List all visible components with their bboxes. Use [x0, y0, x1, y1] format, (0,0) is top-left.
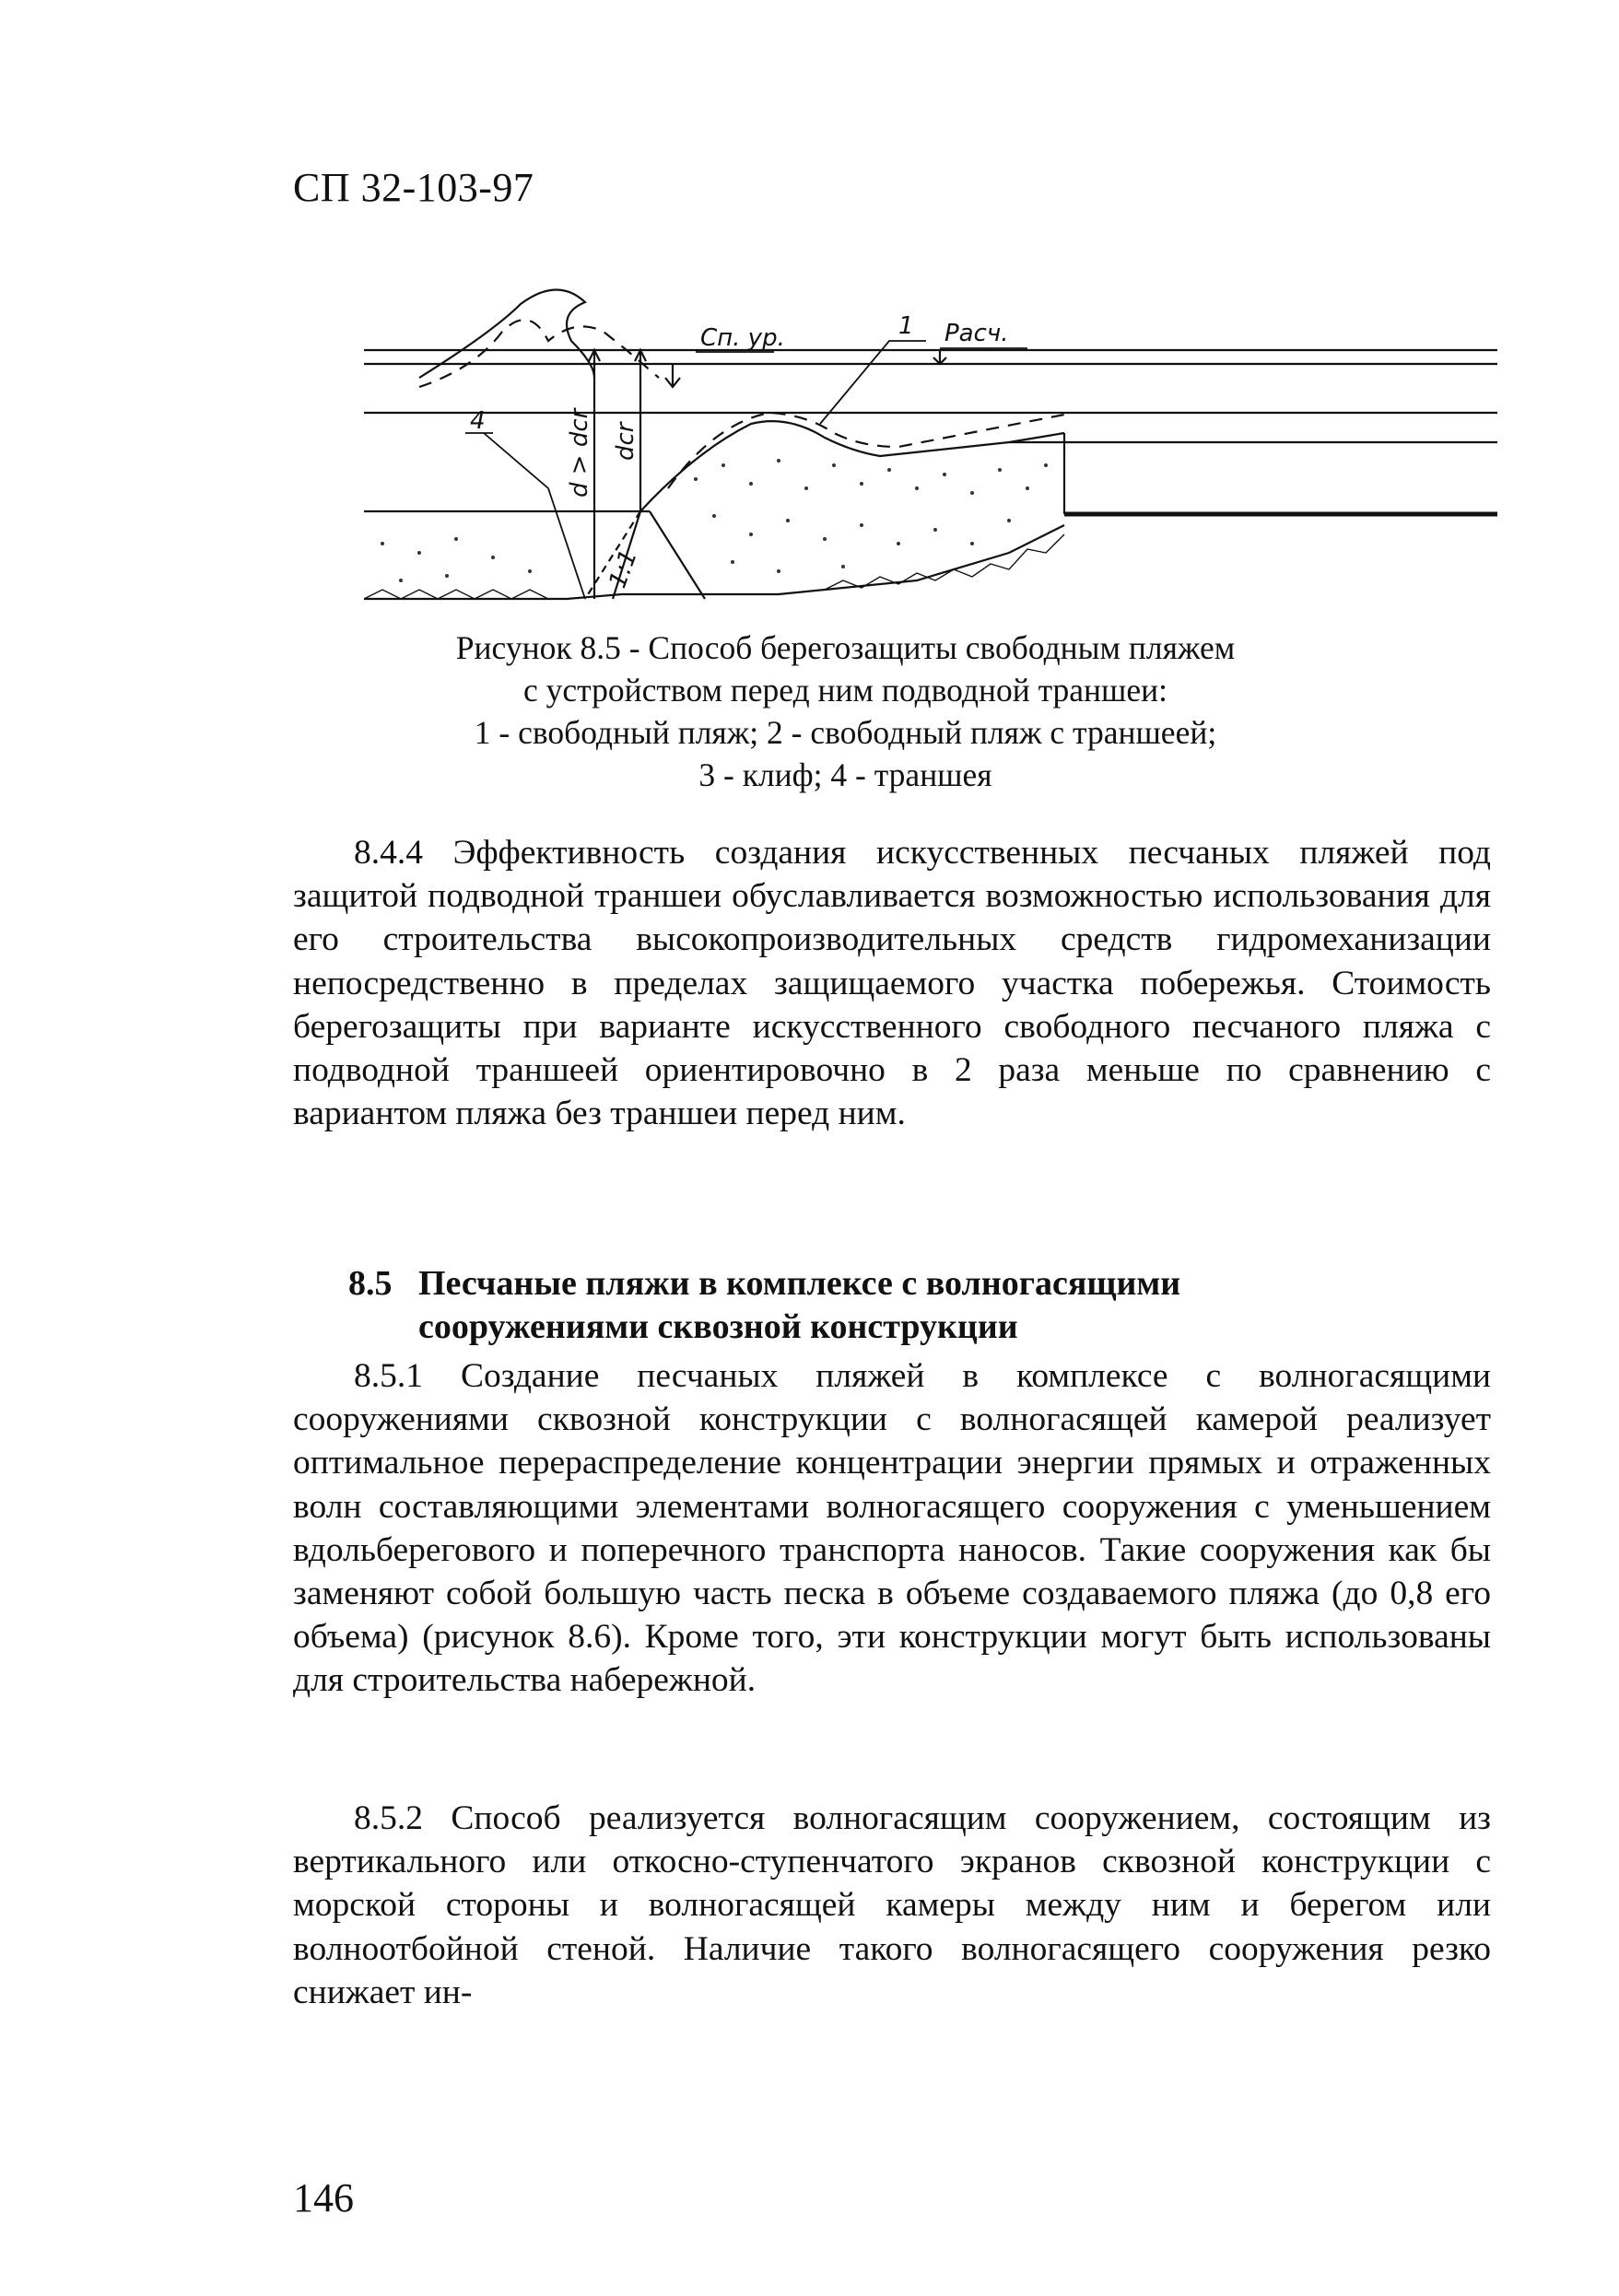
label-slope: 1:1	[604, 545, 643, 592]
section-number: 8.5	[348, 1264, 393, 1303]
caption-line-3: 1 - свободный пляж; 2 - свободный пляж с траншеей;	[474, 714, 1217, 751]
calc-level-marker	[933, 350, 946, 364]
paragraph-8-4-4	[293, 831, 1491, 1135]
sand-texture	[381, 459, 1048, 582]
seabed-hatch	[364, 590, 548, 599]
label-mark-1: 1	[898, 312, 914, 340]
sp-level-marker	[665, 364, 680, 387]
paragraph-8-4-4-text: 8.4.4 Эффективность создания искусственных песчаных пляжей под защитой подводной траншеи обуславливается возможностью использования для его строительства высокопроизводительных средств гидромеханизации непосредственно в пределах защищаемого участка побережья. Стоимость берегозащиты при варианте искусственного свободного песчаного пляжа с подводной траншеей ориентировочно в 2 раза меньше по сравнению с вариантом пляжа без траншеи перед ним.	[293, 834, 1491, 1133]
label-d-gt-dcr: d > dcr	[566, 408, 593, 498]
figure-caption	[313, 627, 1378, 796]
paragraph-8-5-1	[293, 1354, 1491, 1703]
figure-8-5-diagram	[364, 276, 1497, 608]
caption-line-4: 3 - клиф; 4 - траншея	[698, 756, 992, 793]
section-heading-8-5	[348, 1262, 1180, 1349]
beach-profile-dashed	[668, 413, 1064, 488]
trench-slope-left	[650, 511, 705, 599]
document-code-header: СП 32-103-97	[293, 165, 534, 210]
page-number: 146	[293, 2175, 354, 2220]
leader-1	[820, 341, 926, 424]
label-mark-4: 4	[470, 407, 486, 435]
beach-profile	[640, 421, 1064, 511]
beach-trench-diagram	[364, 276, 1497, 608]
paragraph-8-5-1-text: 8.5.1 Создание песчаных пляжей в комплексе с волногасящими сооружениями сквозной конструкции с волногасящей камерой реализует оптимальное перераспределение концентрации энергии прямых и отраженных волн составляющими элементами волногасящего сооружения с уменьшением вдольберегового и поперечного транспорта наносов. Такие сооружения как бы заменяют собой большую часть песка в объеме создаваемого пляжа (до 0,8 его объема) (рисунок 8.6). Кроме того, эти конструкции могут быть использованы для строительства набережной.	[293, 1357, 1491, 1700]
caption-line-1: Рисунок 8.5 - Способ берегозащиты свободным пляжем	[455, 629, 1236, 666]
caption-line-2: с устройством перед ним подводной траншеи:	[523, 672, 1167, 709]
seabed-line	[364, 525, 1064, 599]
label-calc-level: Расч.	[944, 320, 1009, 347]
label-dcr: dcr	[612, 422, 639, 461]
section-title-line-2: сооружениями сквозной конструкции	[418, 1307, 1018, 1346]
section-title-line-1: Песчаные пляжи в комплексе с волногасящими	[418, 1264, 1181, 1303]
paragraph-8-5-2-text: 8.5.2 Способ реализуется волногасящим сооружением, состоящим из вертикального или откосно-ступенчатого экранов сквозной конструкции с морской стороны и волногасящей камеры между ним и берегом или волноотбойной стеной. Наличие такого волногасящего сооружения резко снижает ин-	[293, 1799, 1491, 2011]
paragraph-8-5-2	[293, 1797, 1491, 2014]
label-sp-level: Сп. ур.	[700, 324, 785, 352]
